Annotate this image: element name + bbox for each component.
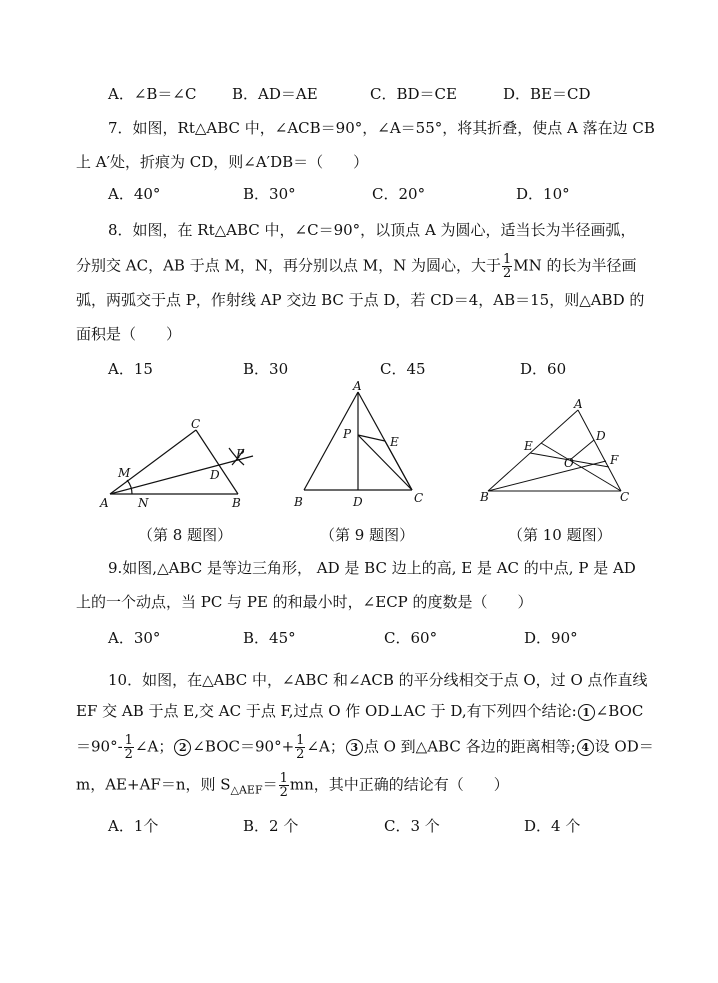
q10-fraction-2	[295, 734, 305, 761]
q8-fraction	[502, 253, 512, 280]
q7-option-d: D．10°	[516, 185, 570, 203]
q10-frac1-num: 1	[124, 733, 133, 748]
fig9-label-p: P	[343, 427, 352, 441]
fig8-label-a: A	[100, 496, 109, 510]
q10-frac3-num: 1	[279, 771, 288, 786]
fig9-label-c: C	[414, 491, 424, 505]
q7-option-c: C．20°	[372, 185, 426, 203]
q8-option-a: A．15	[108, 360, 153, 378]
q10-fraction-1	[124, 734, 134, 761]
q10-area-subscript: △AEF	[230, 783, 263, 797]
q10-line4-text-b: ＝	[262, 775, 278, 794]
q7-option-a: A．40°	[108, 185, 161, 203]
q10-line3-text-b: ∠A；	[134, 737, 174, 756]
fig10-label-c: C	[620, 490, 630, 504]
q6-option-b: B．AD＝AE	[232, 85, 318, 103]
q8-stem-line2	[76, 253, 637, 280]
fig8-label-c: C	[191, 417, 201, 431]
fig10-label-f: F	[610, 453, 619, 467]
q10-line4-text-c: mn，其中正确的结论有（ ）	[289, 775, 509, 794]
q10-stem-line1: 10．如图，在△ABC 中，∠ABC 和∠ACB 的平分线相交于点 O，过 O 点作直线	[108, 671, 648, 689]
fig9-side-ab	[304, 392, 358, 490]
fig9-label-a: A	[353, 380, 362, 393]
q6-option-d: D．BE＝CD	[503, 85, 591, 103]
fig8-arc-mn	[127, 480, 132, 494]
fig10-label-d: D	[596, 429, 606, 443]
q10-line4-text-a: m，AE+AF＝n，则 S	[76, 775, 231, 794]
q8-line2-text-b: MN 的长为半径画	[513, 256, 637, 275]
q10-line3-text-d: ∠A；	[306, 737, 345, 756]
figure-8-diagram	[98, 415, 263, 515]
q10-frac2-num: 1	[296, 733, 305, 748]
q9-option-b: B．45°	[243, 629, 296, 647]
q10-line2-text-b: ∠BOC	[595, 702, 644, 720]
q9-stem-line1: 9.如图,△ABC 是等边三角形， AD 是 BC 边上的高, E 是 AC 的中点, P 是 AD	[108, 559, 636, 577]
fig10-side-ab	[488, 410, 578, 491]
q6-option-a: A．∠B＝∠C	[108, 85, 197, 103]
q8-line2-text-a: 分别交 AC，AB 于点 M，N，再分别以点 M，N 为圆心，大于	[76, 256, 501, 275]
fig9-label-e: E	[390, 435, 399, 449]
q7-stem-line2: 上 A′处，折痕为 CD，则∠A′DB＝（ ）	[76, 153, 369, 171]
fig8-caption: （第 8 题图）	[138, 526, 233, 544]
fig8-side-ac	[110, 430, 196, 494]
q10-option-b: B．2 个	[243, 817, 299, 835]
q10-option-c: C．3 个	[384, 817, 440, 835]
fig8-label-m: M	[118, 466, 131, 480]
q7-option-b: B．30°	[243, 185, 296, 203]
q10-line3-text-f: 设 OD＝	[594, 737, 654, 756]
q10-fraction-3	[279, 772, 289, 799]
q10-stem-line4	[76, 772, 509, 801]
q8-option-c: C．45	[380, 360, 426, 378]
q10-line3-text-a: ＝90°-	[76, 737, 123, 756]
fig9-segment-pc	[358, 435, 412, 490]
q10-line3-text-c: ∠BOC＝90°+	[192, 737, 295, 756]
q9-option-c: C．60°	[384, 629, 438, 647]
fig9-caption: （第 9 题图）	[320, 526, 415, 544]
q9-stem-line2: 上的一个动点，当 PC 与 PE 的和最小时，∠ECP 的度数是（ ）	[76, 593, 533, 611]
fig9-label-d: D	[353, 495, 363, 509]
q6-option-c: C．BD＝CE	[370, 85, 457, 103]
q9-option-a: A．30°	[108, 629, 161, 647]
fig9-segment-pe	[358, 435, 385, 441]
q10-frac2-den: 2	[296, 747, 305, 762]
q10-stem-line2	[76, 701, 643, 721]
fig10-label-o: O	[564, 456, 574, 470]
figure-10-diagram	[478, 398, 638, 508]
q10-frac1-den: 2	[124, 747, 133, 762]
fig8-label-p: P	[236, 447, 245, 461]
fig8-label-b: B	[232, 496, 241, 510]
q10-circled-4: 4	[577, 739, 594, 756]
fig10-bisector-b	[488, 461, 606, 491]
q8-frac-den: 2	[502, 266, 512, 281]
q9-option-d: D．90°	[524, 629, 578, 647]
fig8-label-d: D	[210, 468, 220, 482]
q10-frac3-den: 2	[279, 785, 288, 800]
fig9-label-b: B	[294, 495, 303, 509]
fig8-label-n: N	[138, 496, 149, 510]
q10-stem-line3	[76, 734, 654, 761]
q8-option-d: D．60	[520, 360, 567, 378]
fig10-label-b: B	[480, 490, 489, 504]
q7-stem-line1: 7．如图，Rt△ABC 中，∠ACB＝90°，∠A＝55°，将其折叠，使点 A 落在边 CB	[108, 119, 655, 137]
q10-option-a: A．1个	[108, 817, 159, 835]
q8-option-b: B．30	[243, 360, 289, 378]
figure-9-diagram	[290, 380, 430, 512]
q10-circled-2: 2	[174, 739, 191, 756]
fig10-side-ac	[578, 410, 621, 491]
q10-circled-1: 1	[578, 704, 595, 721]
q10-option-d: D．4 个	[524, 817, 581, 835]
fig10-label-a: A	[574, 398, 583, 411]
fig10-caption: （第 10 题图）	[508, 526, 612, 544]
q8-stem-line3: 弧，两弧交于点 P，作射线 AP 交边 BC 于点 D，若 CD＝4，AB＝15，则△ABD 的	[76, 291, 645, 309]
q8-frac-num: 1	[502, 252, 512, 267]
q8-stem-line4: 面积是（ ）	[76, 325, 182, 343]
fig10-label-e: E	[524, 439, 533, 453]
q10-circled-3: 3	[346, 739, 363, 756]
q8-stem-line1: 8．如图，在 Rt△ABC 中，∠C＝90°，以顶点 A 为圆心，适当长为半径画弧，	[108, 221, 636, 239]
q10-line3-text-e: 点 O 到△ABC 各边的距离相等;	[363, 737, 576, 756]
q10-line2-text-a: EF 交 AB 于点 E,交 AC 于点 F,过点 O 作 OD⊥AC 于 D,有下列四个结论:	[76, 702, 577, 720]
